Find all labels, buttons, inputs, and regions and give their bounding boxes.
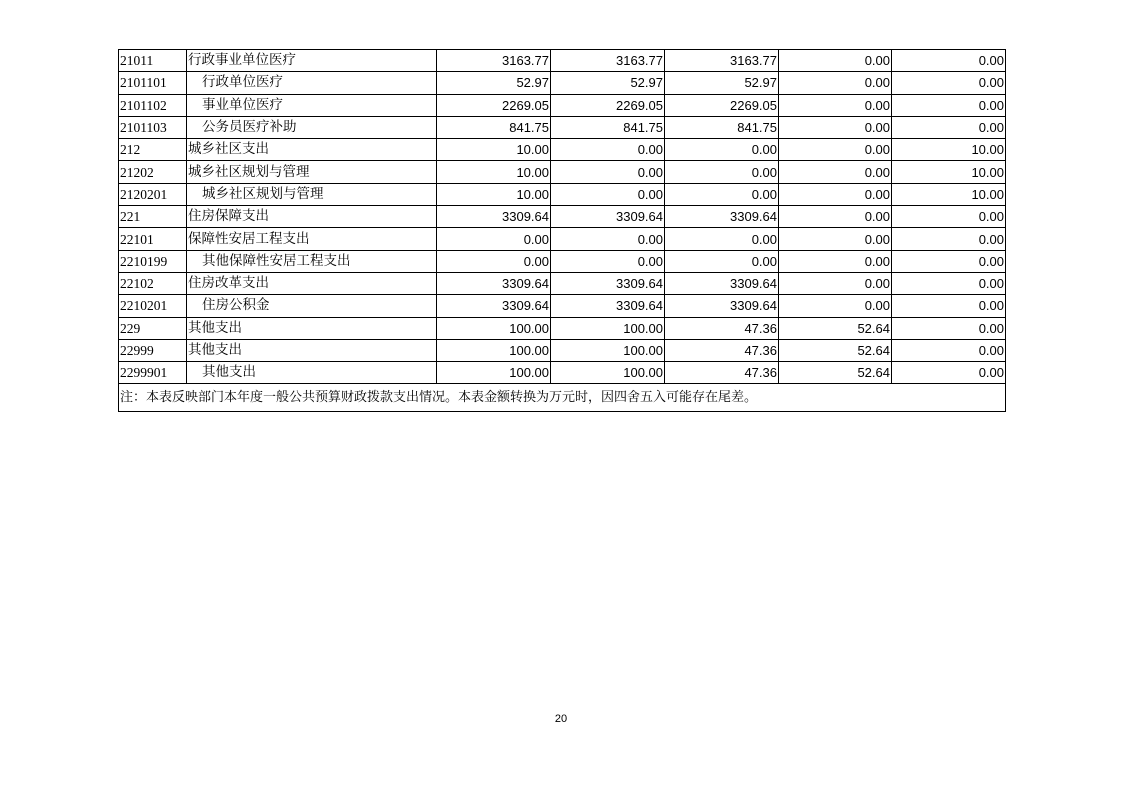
amount-cell: 3309.64 [437, 272, 551, 294]
amount-cell: 0.00 [437, 250, 551, 272]
amount-cell: 0.00 [779, 94, 892, 116]
amount-cell: 3309.64 [437, 206, 551, 228]
amount-cell: 10.00 [892, 161, 1006, 183]
amount-cell: 0.00 [665, 250, 779, 272]
subject-name-cell: 住房公积金 [187, 295, 437, 317]
subject-name-cell: 行政事业单位医疗 [187, 50, 437, 72]
amount-cell: 47.36 [665, 317, 779, 339]
table-row [119, 116, 1006, 138]
amount-cell: 0.00 [892, 362, 1006, 384]
subject-code-cell: 221 [119, 206, 187, 228]
amount-cell: 0.00 [437, 228, 551, 250]
amount-cell: 0.00 [892, 317, 1006, 339]
amount-cell: 0.00 [779, 183, 892, 205]
subject-name-cell: 住房改革支出 [187, 272, 437, 294]
amount-cell: 10.00 [892, 183, 1006, 205]
amount-cell: 0.00 [779, 50, 892, 72]
amount-cell: 3309.64 [551, 295, 665, 317]
amount-cell: 0.00 [779, 72, 892, 94]
amount-cell: 100.00 [437, 317, 551, 339]
table-row [119, 272, 1006, 294]
subject-code-cell: 22102 [119, 272, 187, 294]
amount-cell: 3163.77 [437, 50, 551, 72]
amount-cell: 52.64 [779, 362, 892, 384]
subject-code-cell: 229 [119, 317, 187, 339]
amount-cell: 0.00 [892, 72, 1006, 94]
amount-cell: 0.00 [892, 250, 1006, 272]
table-row [119, 250, 1006, 272]
amount-cell: 0.00 [892, 295, 1006, 317]
subject-code-cell: 2101103 [119, 116, 187, 138]
amount-cell: 841.75 [551, 116, 665, 138]
table-row [119, 317, 1006, 339]
table-row [119, 183, 1006, 205]
amount-cell: 47.36 [665, 339, 779, 361]
amount-cell: 2269.05 [551, 94, 665, 116]
table-row [119, 206, 1006, 228]
amount-cell: 3309.64 [665, 295, 779, 317]
amount-cell: 100.00 [437, 339, 551, 361]
amount-cell: 0.00 [892, 272, 1006, 294]
amount-cell: 100.00 [551, 317, 665, 339]
amount-cell: 3163.77 [665, 50, 779, 72]
subject-code-cell: 2210201 [119, 295, 187, 317]
amount-cell: 52.64 [779, 317, 892, 339]
table-body [119, 50, 1006, 384]
subject-code-cell: 2101101 [119, 72, 187, 94]
subject-code-cell: 2120201 [119, 183, 187, 205]
amount-cell: 0.00 [779, 116, 892, 138]
amount-cell: 47.36 [665, 362, 779, 384]
subject-code-cell: 212 [119, 139, 187, 161]
subject-name-cell: 其他支出 [187, 362, 437, 384]
amount-cell: 841.75 [665, 116, 779, 138]
amount-cell: 0.00 [665, 228, 779, 250]
subject-code-cell: 22101 [119, 228, 187, 250]
subject-name-cell: 住房保障支出 [187, 206, 437, 228]
subject-name-cell: 保障性安居工程支出 [187, 228, 437, 250]
note-row [119, 384, 1006, 412]
subject-name-cell: 事业单位医疗 [187, 94, 437, 116]
amount-cell: 0.00 [665, 183, 779, 205]
amount-cell: 0.00 [665, 161, 779, 183]
amount-cell: 100.00 [551, 362, 665, 384]
amount-cell: 0.00 [892, 228, 1006, 250]
subject-code-cell: 22999 [119, 339, 187, 361]
amount-cell: 0.00 [892, 206, 1006, 228]
amount-cell: 0.00 [779, 161, 892, 183]
amount-cell: 3309.64 [665, 272, 779, 294]
amount-cell: 100.00 [437, 362, 551, 384]
amount-cell: 0.00 [551, 228, 665, 250]
amount-cell: 0.00 [779, 250, 892, 272]
amount-cell: 10.00 [437, 161, 551, 183]
subject-name-cell: 公务员医疗补助 [187, 116, 437, 138]
table-row [119, 94, 1006, 116]
amount-cell: 10.00 [437, 139, 551, 161]
table-row [119, 362, 1006, 384]
amount-cell: 0.00 [892, 339, 1006, 361]
amount-cell: 3309.64 [665, 206, 779, 228]
subject-code-cell: 2210199 [119, 250, 187, 272]
amount-cell: 0.00 [892, 116, 1006, 138]
table-row [119, 72, 1006, 94]
subject-name-cell: 其他保障性安居工程支出 [187, 250, 437, 272]
table-row [119, 339, 1006, 361]
budget-expenditure-table [118, 49, 1006, 412]
table-note: 注：本表反映部门本年度一般公共预算财政拨款支出情况。本表金额转换为万元时，因四舍五入可能存在尾差。 [119, 384, 1006, 412]
amount-cell: 3309.64 [551, 272, 665, 294]
amount-cell: 0.00 [779, 206, 892, 228]
amount-cell: 0.00 [551, 139, 665, 161]
amount-cell: 10.00 [437, 183, 551, 205]
subject-code-cell: 2101102 [119, 94, 187, 116]
amount-cell: 0.00 [892, 94, 1006, 116]
amount-cell: 3309.64 [551, 206, 665, 228]
amount-cell: 52.64 [779, 339, 892, 361]
amount-cell: 0.00 [779, 139, 892, 161]
amount-cell: 3163.77 [551, 50, 665, 72]
amount-cell: 10.00 [892, 139, 1006, 161]
amount-cell: 52.97 [665, 72, 779, 94]
table-row [119, 228, 1006, 250]
amount-cell: 0.00 [779, 272, 892, 294]
subject-name-cell: 城乡社区规划与管理 [187, 183, 437, 205]
amount-cell: 2269.05 [665, 94, 779, 116]
amount-cell: 52.97 [437, 72, 551, 94]
amount-cell: 0.00 [551, 250, 665, 272]
amount-cell: 0.00 [892, 50, 1006, 72]
table-row [119, 139, 1006, 161]
subject-name-cell: 行政单位医疗 [187, 72, 437, 94]
subject-name-cell: 其他支出 [187, 317, 437, 339]
amount-cell: 841.75 [437, 116, 551, 138]
table-row [119, 295, 1006, 317]
amount-cell: 0.00 [551, 183, 665, 205]
subject-code-cell: 21011 [119, 50, 187, 72]
amount-cell: 0.00 [551, 161, 665, 183]
subject-code-cell: 21202 [119, 161, 187, 183]
page-number: 20 [554, 713, 568, 725]
amount-cell: 3309.64 [437, 295, 551, 317]
amount-cell: 0.00 [779, 295, 892, 317]
subject-name-cell: 城乡社区规划与管理 [187, 161, 437, 183]
subject-name-cell: 其他支出 [187, 339, 437, 361]
table-row [119, 161, 1006, 183]
amount-cell: 52.97 [551, 72, 665, 94]
subject-name-cell: 城乡社区支出 [187, 139, 437, 161]
amount-cell: 0.00 [665, 139, 779, 161]
subject-code-cell: 2299901 [119, 362, 187, 384]
table-row [119, 50, 1006, 72]
amount-cell: 2269.05 [437, 94, 551, 116]
amount-cell: 100.00 [551, 339, 665, 361]
amount-cell: 0.00 [779, 228, 892, 250]
